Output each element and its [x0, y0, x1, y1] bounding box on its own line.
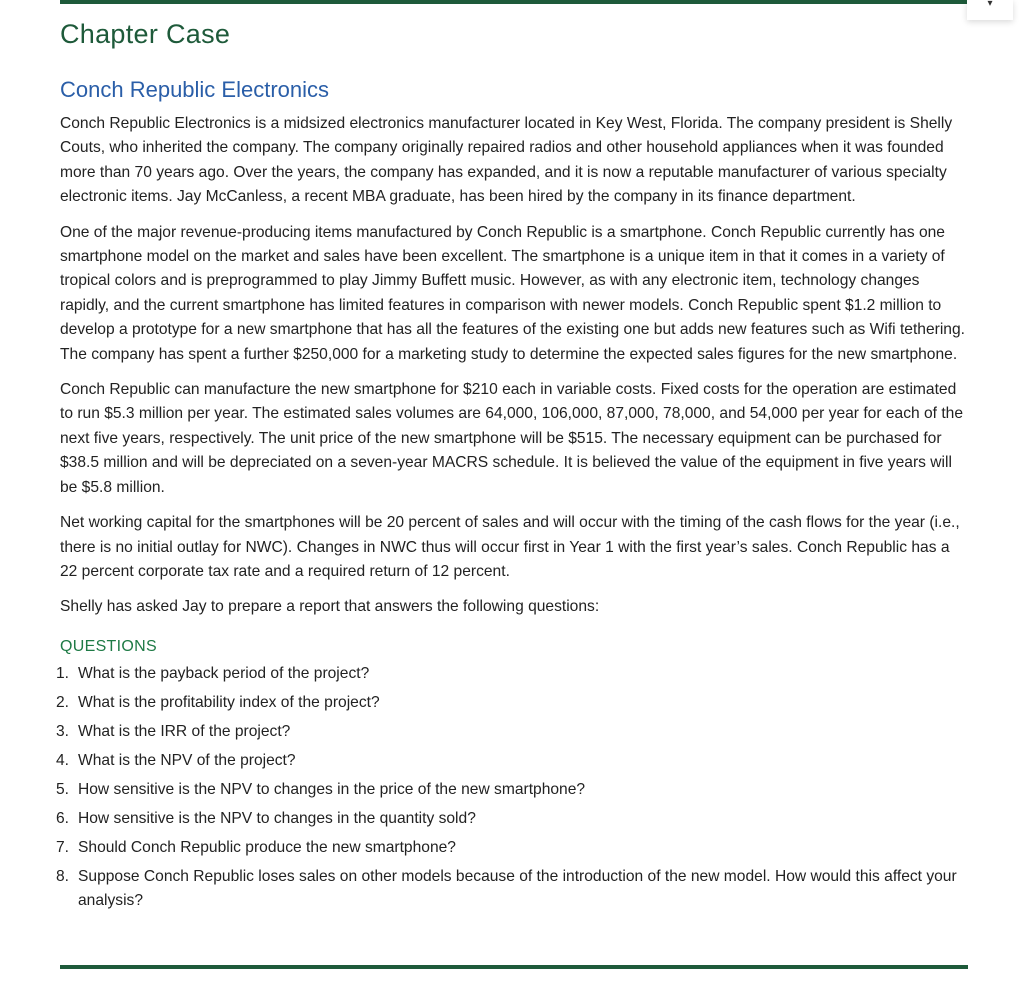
question-number: 3.	[56, 722, 70, 740]
question-number: 1.	[56, 664, 70, 682]
page-title: Chapter Case	[60, 19, 231, 49]
question-number: 4.	[56, 751, 70, 769]
question-item	[56, 662, 965, 686]
question-number: 6.	[56, 809, 70, 827]
question-item	[56, 749, 965, 773]
case-title: Conch Republic Electronics	[60, 77, 330, 102]
question-number: 8.	[56, 867, 70, 885]
questions-heading: QUESTIONS	[60, 637, 157, 655]
question-number: 2.	[56, 693, 70, 711]
paragraph: One of the major revenue-producing items manufactured by Conch Republic is a smartphone. Conch Republic currently has one smartphone model on the market and sales have been excellent. The smartphone is a unique item in that it comes in a variety of tropical colors and is preprogrammed to play Jimmy Buffett music. However, as with any electronic item, technology changes rapidly, and the current smartphone has limited features in comparison with newer models. Conch Republic spent $1.2 million to develop a prototype for a new smartphone that has all the features of the existing one but adds new features such as Wifi tethering. The company has spent a further $250,000 for a marketing study to determine the expected sales figures for the new smartphone.	[60, 223, 965, 363]
chapter-case	[56, 14, 965, 918]
speaker-icon: ▾	[987, 0, 993, 9]
paragraph: Conch Republic Electronics is a midsized electronics manufacturer located in Key West, Florida. The company president is Shelly Couts, who inherited the company. The company originally repaired radios and other household appliances when it was founded more than 70 years ago. Over the years, the company has expanded, and it is now a reputable manufacturer of various specialty electronic items. Jay McCanless, a recent MBA graduate, has been hired by the company in its finance department.	[60, 115, 953, 206]
speaker-button[interactable]	[967, 0, 1013, 20]
question-item	[56, 691, 965, 715]
paragraph: Conch Republic can manufacture the new smartphone for $210 each in variable costs. Fixed costs for the operation are estimated to run $5.3 million per year. The estimated sales volumes are 64,000, 106,000, 87,000, 78,000, and 54,000 per year for each of the next five years, respectively. The unit price of the new smartphone will be $515. The necessary equipment can be purchased for $38.5 million and will be depreciated on a seven-year MACRS schedule. It is believed the value of the equipment in five years will be $5.8 million.	[60, 381, 964, 496]
question-number: 5.	[56, 780, 70, 798]
question-item	[56, 778, 965, 802]
question-text: What is the payback period of the project?	[78, 664, 370, 682]
question-text: What is the NPV of the project?	[78, 751, 296, 769]
question-item	[56, 807, 965, 831]
bottom-rule	[60, 965, 968, 969]
question-text: What is the profitability index of the project?	[78, 693, 380, 711]
question-text: How sensitive is the NPV to changes in the quantity sold?	[78, 809, 476, 827]
questions-list	[56, 662, 965, 914]
paragraph: Net working capital for the smartphones will be 20 percent of sales and will occur with the timing of the cash flows for the year (i.e., there is no initial outlay for NWC). Changes in NWC thus will occur first in Year 1 with the first year’s sales. Conch Republic has a 22 percent corporate tax rate and a required return of 12 percent.	[60, 514, 960, 580]
question-item	[56, 865, 965, 914]
paragraph: Shelly has asked Jay to prepare a report that answers the following questions:	[60, 598, 600, 616]
question-item	[56, 836, 965, 860]
question-text: How sensitive is the NPV to changes in the price of the new smartphone?	[78, 780, 586, 798]
question-text: What is the IRR of the project?	[78, 722, 291, 740]
question-item	[56, 720, 965, 744]
top-rule	[60, 0, 968, 4]
question-text: Suppose Conch Republic loses sales on other models because of the introduction of the new model. How would this affect your analysis?	[78, 867, 957, 910]
question-number: 7.	[56, 838, 70, 856]
question-text: Should Conch Republic produce the new smartphone?	[78, 838, 456, 856]
